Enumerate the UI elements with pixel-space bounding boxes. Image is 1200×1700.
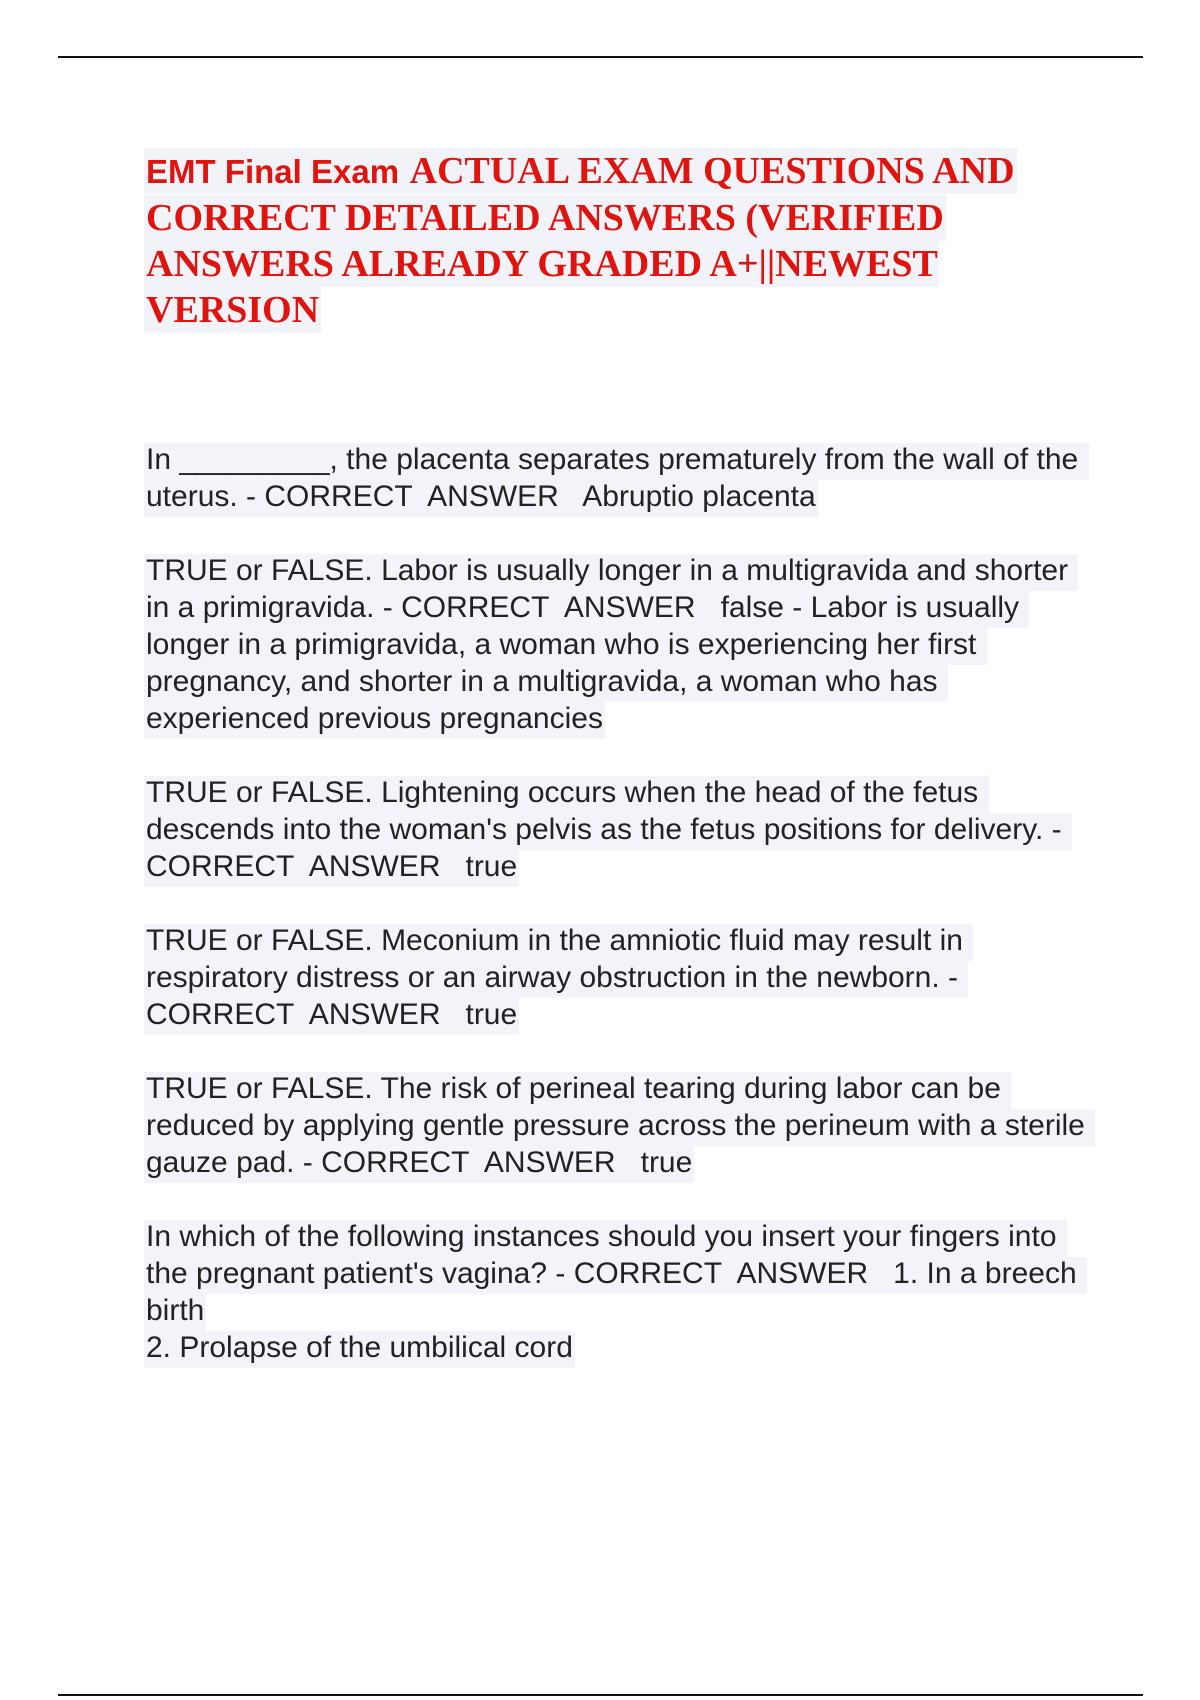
title-rest: ACTUAL EXAM QUESTIONS AND CORRECT DETAILED ANSWERS (VERIFIED ANSWERS ALREADY GRADED A+||NEWEST VERSION xyxy=(146,150,1015,331)
qa-item xyxy=(146,922,1096,1033)
qa-text: TRUE or FALSE. Lightening occurs when the head of the fetus descends into the woman's pelvis as the fetus positions for delivery. - CORRECT ANSWER true xyxy=(146,776,1070,883)
title-lead: EMT Final Exam xyxy=(146,153,400,190)
qa-item xyxy=(146,1070,1096,1181)
qa-list xyxy=(146,441,1096,1403)
qa-item xyxy=(146,552,1096,737)
qa-item xyxy=(146,1218,1096,1366)
qa-text: TRUE or FALSE. Labor is usually longer in a multigravida and shorter in a primigravida. - CORRECT ANSWER false - Labor is usually longer in a primigravida, a woman who is experiencing her first pregnancy, and shorter in a multigravida, a woman who has experienced previous pregnancies xyxy=(146,554,1077,735)
qa-text: In which of the following instances should you insert your fingers into the pregnant patient's vagina? - CORRECT ANSWER 1. In a breech birth 2. Prolapse of the umbilical cord xyxy=(146,1220,1085,1364)
qa-text: In _________, the placenta separates prematurely from the wall of the uterus. - CORRECT ANSWER Abruptio placenta xyxy=(146,443,1087,513)
qa-item xyxy=(146,774,1096,885)
document-title xyxy=(146,148,1093,333)
qa-item xyxy=(146,441,1096,515)
qa-text: TRUE or FALSE. Meconium in the amniotic fluid may result in respiratory distress or an airway obstruction in the newborn. - CORRECT ANSWER true xyxy=(146,924,972,1031)
bottom-divider xyxy=(58,1694,1143,1696)
top-divider xyxy=(58,56,1143,58)
qa-text: TRUE or FALSE. The risk of perineal tearing during labor can be reduced by applying gentle pressure across the perineum with a sterile gauze pad. - CORRECT ANSWER true xyxy=(146,1072,1094,1179)
